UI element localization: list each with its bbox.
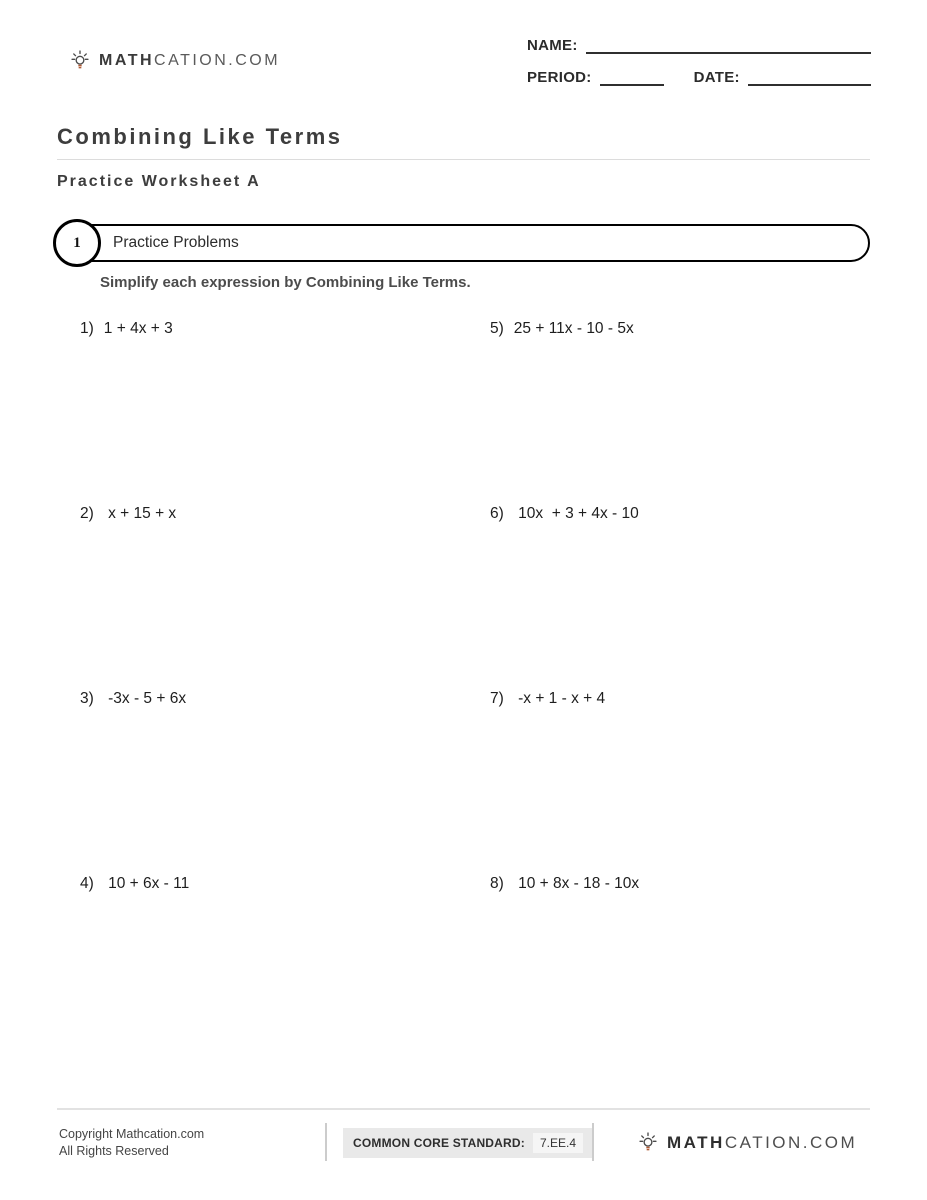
problem-expression: 10 + 6x - 11 [103, 875, 190, 892]
logo-text [99, 52, 280, 70]
problem-8 [490, 875, 870, 893]
section-title: Practice Problems [113, 234, 239, 251]
page-title: Combining Like Terms [57, 124, 343, 149]
footer-vertical-divider [325, 1123, 327, 1161]
problem-5 [490, 320, 870, 338]
problem-number: 5) [490, 320, 504, 337]
section-banner [57, 224, 870, 262]
problem-1 [80, 320, 490, 338]
problem-number: 4) [80, 875, 94, 892]
problem-expression: x + 15 + x [103, 505, 177, 522]
logo-text-bold: MATH [99, 52, 155, 69]
date-blank-line [748, 66, 871, 86]
problem-expression: 1 + 4x + 3 [103, 320, 173, 337]
instructions-text: Simplify each expression by Combining Like Terms. [100, 274, 471, 291]
problem-expression: 10x + 3 + 4x - 10 [513, 505, 639, 522]
problem-expression: 25 + 11x - 10 - 5x [513, 320, 634, 337]
common-core-standard-badge [343, 1128, 593, 1158]
period-label: PERIOD: [527, 69, 592, 86]
header-logo [70, 50, 280, 72]
problem-expression: -x + 1 - x + 4 [513, 690, 606, 707]
period-date-row [527, 66, 871, 86]
header-fields [527, 34, 871, 86]
standard-label: COMMON CORE STANDARD: [353, 1136, 525, 1150]
footer-vertical-divider [592, 1123, 594, 1161]
problem-2 [80, 505, 490, 523]
problem-3 [80, 690, 490, 708]
name-field-row [527, 34, 871, 54]
problems-grid [80, 320, 870, 1060]
problem-7 [490, 690, 870, 708]
period-blank-line [600, 66, 664, 86]
problem-number: 7) [490, 690, 504, 707]
standard-value: 7.EE.4 [533, 1133, 583, 1153]
logo-text-rest: CATION.COM [154, 52, 281, 69]
problem-number: 6) [490, 505, 504, 522]
logo-text-bold: MATH [667, 1133, 725, 1152]
name-label: NAME: [527, 37, 578, 54]
copyright-text [59, 1126, 204, 1160]
problem-number: 3) [80, 690, 94, 707]
copyright-line-1: Copyright Mathcation.com [59, 1127, 205, 1141]
problem-expression: 10 + 8x - 18 - 10x [513, 875, 640, 892]
name-blank-line [586, 34, 871, 54]
logo-text [667, 1133, 857, 1153]
title-divider [57, 159, 870, 160]
lightbulb-icon [70, 50, 90, 72]
worksheet-subtitle: Practice Worksheet A [57, 173, 261, 190]
problem-number: 1) [80, 320, 94, 337]
lightbulb-icon [638, 1132, 658, 1154]
copyright-line-2: All Rights Reserved [59, 1143, 169, 1158]
section-number-badge: 1 [53, 219, 101, 267]
problem-number: 8) [490, 875, 504, 892]
date-label: DATE: [693, 69, 740, 86]
logo-text-rest: CATION.COM [724, 1133, 858, 1152]
problem-expression: -3x - 5 + 6x [103, 690, 187, 707]
problem-number: 2) [80, 505, 94, 522]
problem-6 [490, 505, 870, 523]
footer-logo [638, 1132, 857, 1154]
problem-4 [80, 875, 490, 893]
footer-divider [57, 1108, 870, 1110]
